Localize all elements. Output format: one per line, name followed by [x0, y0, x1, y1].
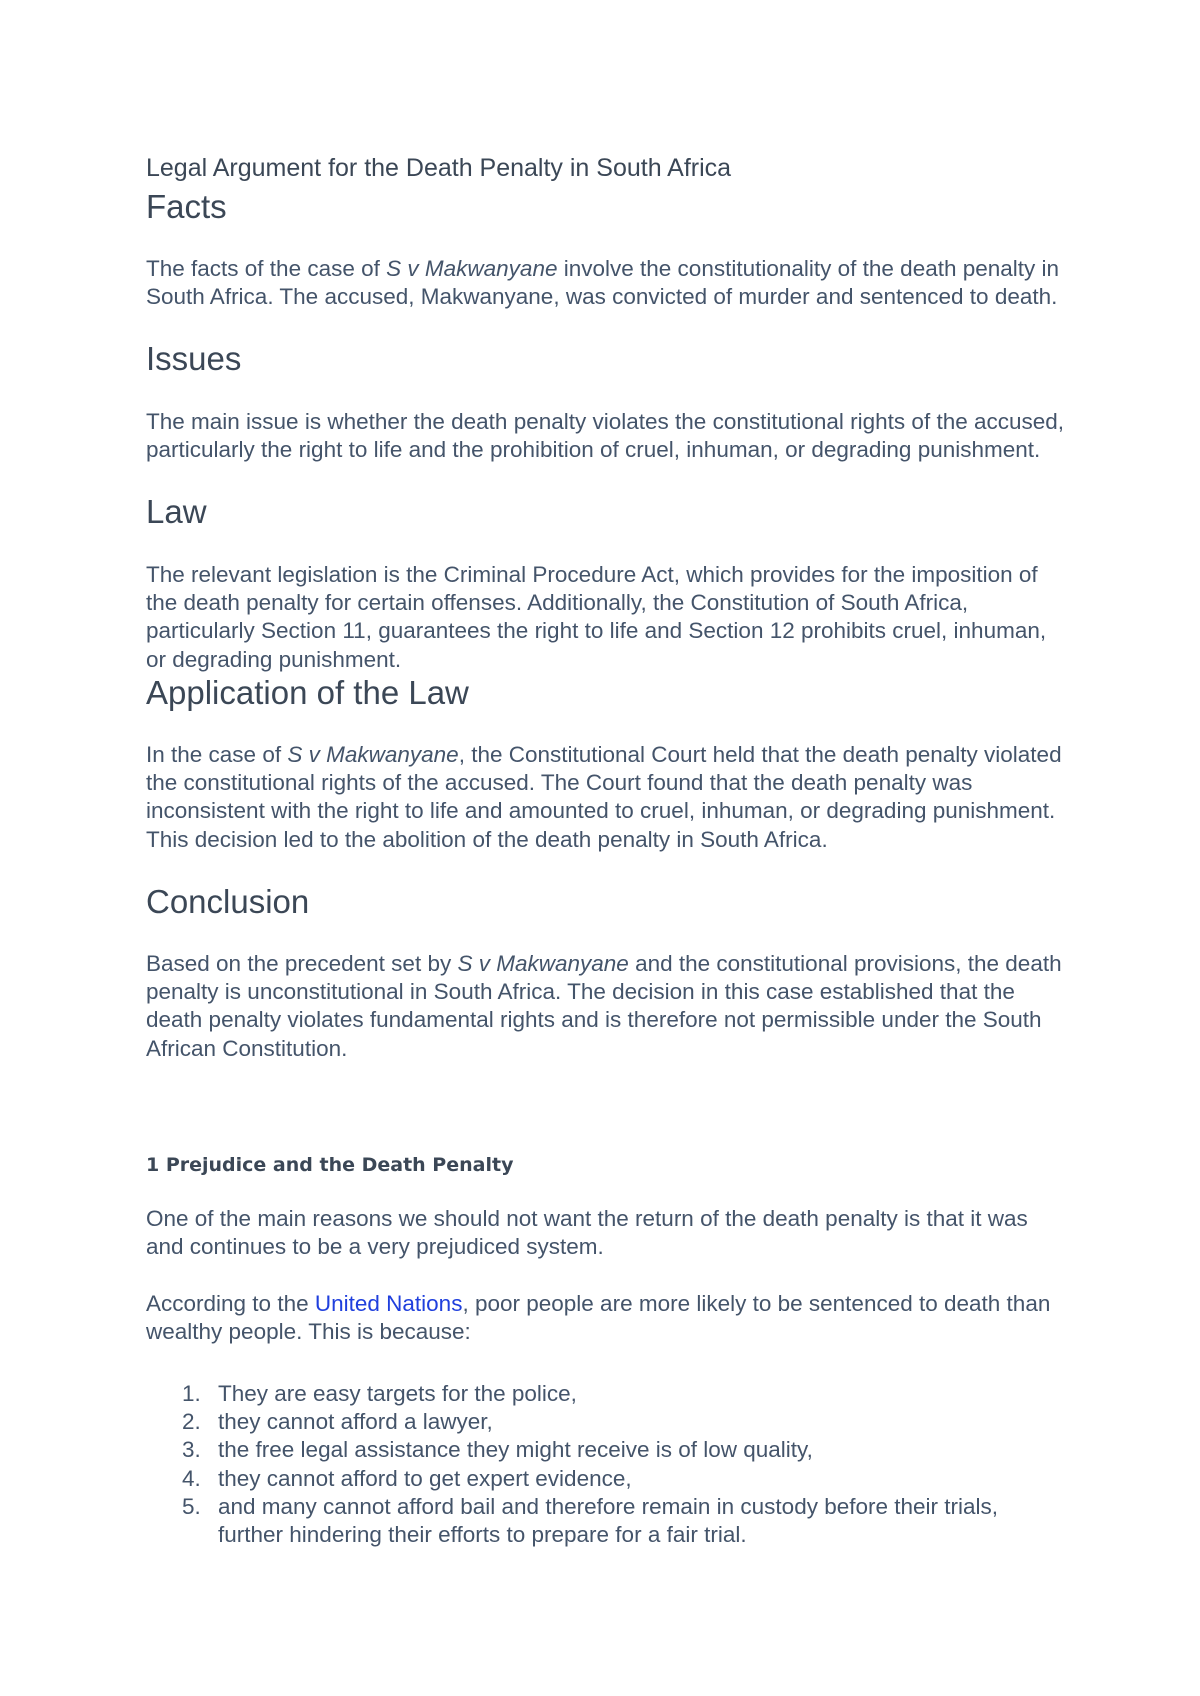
- conclusion-heading: Conclusion: [146, 883, 310, 920]
- case-name: S v Makwanyane: [386, 256, 558, 281]
- issues-paragraph: The main issue is whether the death penalty violates the constitutional rights of the accused, particularly the right to life and the prohibition of cruel, inhuman, or degrading punishment.: [146, 409, 1065, 463]
- list-item-text: and many cannot afford bail and therefore remain in custody before their trials, further hindering their efforts to prepare for a fair trial.: [218, 1493, 999, 1548]
- law-paragraph: The relevant legislation is the Criminal Procedure Act, which provides for the imposition of the death penalty for certain offenses. Additionally, the Constitution of South Africa, particularly Section 11, guarantees the right to life and Section 12 prohibits cruel, inhuman, or degrading punishment.: [146, 562, 1047, 672]
- case-name: S v Makwanyane: [287, 742, 459, 767]
- list-item-text: they cannot afford a lawyer,: [218, 1409, 493, 1435]
- united-nations-paragraph: [146, 1290, 1066, 1346]
- list-item: [146, 1380, 1046, 1408]
- list-item: [146, 1436, 1046, 1464]
- document-title: Legal Argument for the Death Penalty in South Africa: [146, 154, 732, 182]
- facts-text-end: involve the constitutionality of the death penalty in South Africa. The accused, Makwanyane, was convicted of murder and sentenced to death.: [146, 256, 1060, 310]
- conclusion-text-start: Based on the precedent set by: [146, 951, 458, 976]
- prejudice-intro: One of the main reasons we should not want the return of the death penalty is that it was and continues to be a very prejudiced system.: [146, 1206, 1028, 1260]
- list-item: [146, 1493, 1046, 1549]
- law-heading: Law: [146, 493, 207, 530]
- list-item-number: 5.: [182, 1493, 201, 1519]
- application-text-end: , the Constitutional Court held that the death penalty violated the constitutional rights of the accused. The Court found that the death penalty was inconsistent with the right to life and amounted to cruel, inhuman, or degrading punishment. This decision led to the abolition of the death penalty in South Africa.: [146, 742, 1062, 852]
- prejudice-heading: 1 Prejudice and the Death Penalty: [146, 1154, 514, 1176]
- facts-paragraph: [146, 255, 1066, 311]
- application-heading: Application of the Law: [146, 674, 469, 711]
- list-item-text: They are easy targets for the police,: [218, 1381, 577, 1406]
- facts-text-start: The facts of the case of: [146, 256, 387, 281]
- according-text-start: According to the: [146, 1291, 315, 1316]
- conclusion-text-end: and the constitutional provisions, the death penalty is unconstitutional in South Africa. The decision in this case established that the death penalty violates fundamental rights and is therefore not permissible under the South African Constitution.: [146, 951, 1062, 1061]
- application-text-start: In the case of: [146, 742, 288, 767]
- facts-heading: Facts: [146, 188, 227, 225]
- issues-heading: Issues: [146, 340, 242, 377]
- list-item: [146, 1465, 1046, 1493]
- list-item-text: the free legal assistance they might receive is of low quality,: [218, 1437, 813, 1463]
- list-item-number: 4.: [182, 1465, 201, 1491]
- case-name: S v Makwanyane: [457, 951, 629, 976]
- according-text-end: , poor people are more likely to be sentenced to death than wealthy people. This is because:: [146, 1291, 1051, 1345]
- list-item-text: they cannot afford to get expert evidence,: [218, 1465, 632, 1491]
- list-item: [146, 1408, 1046, 1436]
- list-item-number: 1.: [182, 1381, 201, 1406]
- reasons-list: [146, 1380, 1046, 1549]
- conclusion-paragraph: [146, 950, 1066, 1063]
- application-paragraph: [146, 741, 1066, 854]
- list-item-number: 3.: [182, 1437, 201, 1463]
- list-item-number: 2.: [182, 1409, 201, 1435]
- united-nations-link[interactable]: United Nations: [314, 1291, 463, 1316]
